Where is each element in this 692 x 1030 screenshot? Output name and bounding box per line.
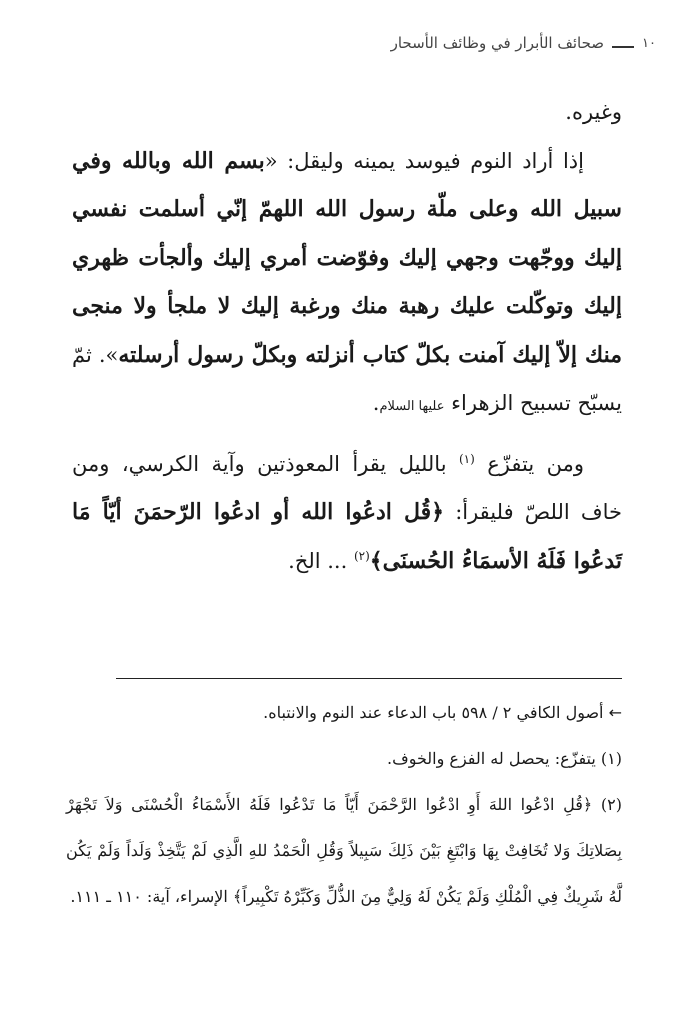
header-rule	[612, 38, 634, 48]
para1-end: .	[372, 391, 380, 415]
supplication-text: بسم الله وبالله وفي سبيل الله وعلى ملّة رسول الله اللهمّ إنّي أسلمت نفسي إليك ووجّهت وجهي إليك وفوّضت أمري إليك وألجأت ظهري إليك وتوكّلت عليك رهبة منك ورغبة إليك لا ملجأ ولا منجى منك إلاّ إليك آمنت بكلّ كتاب أنزلته وبكلّ رسول أرسلته	[72, 147, 622, 368]
footnote-continuation-text: أصول الكافي ٢ / ٥٩٨ باب الدعاء عند النوم والانتباه.	[263, 703, 609, 722]
footnote-ref-2: (٢)	[353, 548, 370, 563]
footnote-ref-1: (١)	[458, 451, 475, 466]
paragraph-gap	[72, 432, 622, 440]
footnote-continuation	[66, 690, 622, 736]
footnote-2: (٢) ﴿قُلِ ادْعُوا اللهَ أَوِ ادْعُوا الرَّحْمَنَ أَيّاً مَا تَدْعُوا فَلَهُ الأَسْمَاءُ الْحُسْنَى وَلاَ تَجْهَرْ بِصَلاتِكَ وَلا تُخَافِتْ بِهَا وَابْتَغِ بَيْنَ ذَلِكَ سَبِيلاً وَقُلِ الْحَمْدُ للهِ الَّذِي لَمْ يَتَّخِذْ وَلَداً وَلَمْ يَكُن لَّهُ شَرِيكٌ فِي الْمُلْكِ وَلَمْ يَكُنْ لَهُ وَلِيٌّ مِنَ الذُّلِّ وَكَبِّرْهُ تَكْبِيراً﴾ الإسراء، آية: ١١٠ ـ ١١١.	[66, 795, 622, 906]
para2-middle: بالليل يقرأ المعوذتين وآية الكرسي، ومن خاف اللصّ فليقرأ:	[72, 451, 622, 524]
paragraph-fear-at-night	[72, 440, 622, 586]
paragraph-sleep-supplication	[72, 137, 622, 432]
para1-continuation: ». ثمّ يسبّح تسبيح الزهراء	[72, 342, 622, 415]
main-text	[72, 88, 622, 585]
running-header	[250, 30, 656, 56]
para2-intro: ومن يتفزّع	[474, 451, 584, 476]
page-number: ١٠	[642, 35, 656, 51]
continuation-arrow-icon: ←	[608, 703, 622, 722]
quran-verse: ﴿قُل ادعُوا الله أو ادعُوا الرّحمَنَ أيّاً مَا تَدعُوا فَلَهُ الأسمَاءُ الحُسنَى﴾	[72, 499, 622, 574]
footnote-divider	[116, 678, 622, 679]
honorific-mark: عليها السلام	[379, 399, 445, 414]
footnotes	[66, 690, 622, 920]
running-title: صحائف الأبرار في وظائف الأسحار	[390, 34, 605, 52]
para2-end: ... الخ.	[288, 548, 354, 573]
para1-intro: إذا أراد النوم فيوسد يمينه وليقل: «	[264, 148, 584, 173]
footnote-1: (١) يتفزّع: يحصل له الفزع والخوف.	[387, 749, 622, 768]
continuation-line: وغيره.	[565, 100, 622, 124]
